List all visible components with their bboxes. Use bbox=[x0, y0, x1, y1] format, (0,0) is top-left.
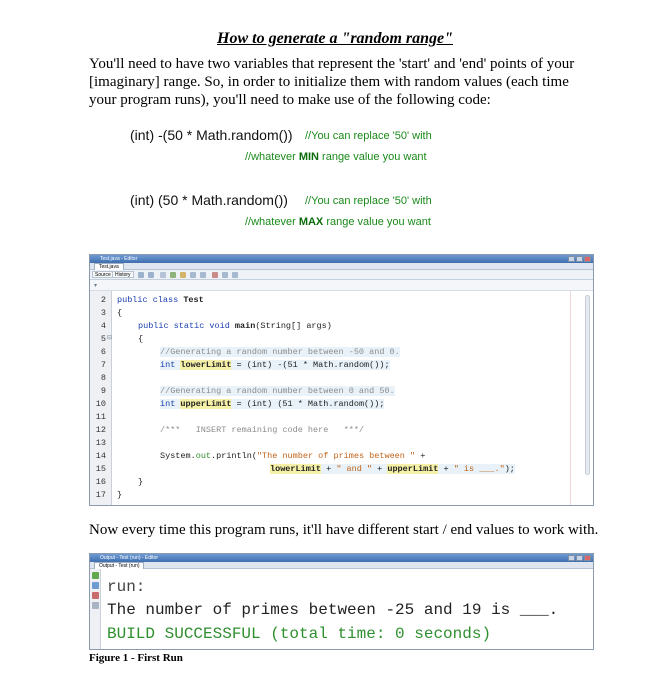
code-line-16: } bbox=[138, 477, 144, 487]
code-line-15: lowerLimit + " and " + upperLimit + " is ___."); bbox=[270, 464, 515, 474]
line-number: 10 bbox=[95, 399, 106, 409]
output-window bbox=[89, 553, 594, 650]
source-tab[interactable]: Source bbox=[92, 271, 114, 278]
intro-paragraph: You'll need to have two variables that represent the 'start' and 'end' points of your [imaginary] range. So, in order to initialize them with random values (each time your program runs), you'll need to make use of the following code: bbox=[89, 56, 575, 108]
tab-test-java[interactable]: Test.java bbox=[94, 263, 124, 270]
rerun-options-icon[interactable] bbox=[92, 582, 99, 589]
forward-icon[interactable] bbox=[148, 272, 154, 278]
shift-right-icon[interactable] bbox=[200, 272, 206, 278]
editor-toolbar bbox=[90, 270, 593, 280]
line-number: 5 bbox=[100, 334, 106, 344]
bookmark-icon[interactable] bbox=[170, 272, 176, 278]
line-number: 11 bbox=[95, 412, 106, 422]
output-settings-icon[interactable] bbox=[92, 602, 99, 609]
max-keyword: MAX bbox=[298, 216, 324, 228]
right-margin-line bbox=[570, 291, 571, 506]
output-tab-strip bbox=[90, 562, 593, 569]
line-number: 9 bbox=[100, 386, 106, 396]
history-tab[interactable]: History bbox=[112, 271, 134, 278]
output-window-controls bbox=[568, 555, 591, 561]
max-snippet-code: (int) (50 * Math.random()) bbox=[130, 192, 288, 208]
shift-left-icon[interactable] bbox=[190, 272, 196, 278]
line-number: 8 bbox=[100, 373, 106, 383]
after-figure-text: Now every time this program runs, it'll have different start / end values to work with. bbox=[89, 522, 599, 538]
fold-toggle-icon[interactable]: ⊟ bbox=[107, 335, 113, 341]
editor-navigation-bar bbox=[90, 280, 593, 291]
editor-window-title: Test.java - Editor bbox=[100, 256, 138, 262]
console-output-line: The number of primes between -25 and 19 is ___. bbox=[107, 601, 559, 619]
line-number: 3 bbox=[100, 308, 106, 318]
editor-tab-strip bbox=[90, 263, 593, 270]
max-snippet-comment-line2: //whatever MAX range value you want bbox=[245, 216, 431, 228]
line-number: 12 bbox=[95, 425, 106, 435]
output-window-title: Output - Test (run) - Editor bbox=[100, 555, 158, 561]
line-number: 14 bbox=[95, 451, 106, 461]
code-line-6-comment: //Generating a random number between -50 and 0. bbox=[160, 347, 400, 357]
editor-vertical-scrollbar[interactable] bbox=[585, 295, 590, 475]
find-icon[interactable] bbox=[160, 272, 166, 278]
toggle-highlight-icon[interactable] bbox=[180, 272, 186, 278]
min-keyword: MIN bbox=[298, 151, 319, 163]
console-run-line: run: bbox=[107, 578, 146, 596]
upperlimit-variable: upperLimit bbox=[180, 399, 232, 409]
line-number: 13 bbox=[95, 438, 106, 448]
minimize-button[interactable] bbox=[568, 256, 575, 262]
line-number: 17 bbox=[95, 490, 106, 500]
uncomment-icon[interactable] bbox=[232, 272, 238, 278]
code-line-9-comment: //Generating a random number between 0 and 50. bbox=[160, 386, 395, 396]
code-line-2: public class Test bbox=[117, 295, 204, 305]
output-titlebar bbox=[90, 554, 593, 562]
code-line-5: { bbox=[138, 334, 144, 344]
line-number: 4 bbox=[100, 321, 106, 331]
line-number: 7 bbox=[100, 360, 106, 370]
ide-editor-window bbox=[89, 254, 594, 506]
tab-output-test-run[interactable]: Output - Test (run) bbox=[94, 562, 144, 569]
editor-titlebar bbox=[90, 255, 593, 263]
code-line-3: { bbox=[117, 308, 123, 318]
maximize-button[interactable] bbox=[576, 256, 583, 262]
output-action-gutter bbox=[90, 569, 101, 650]
lowerlimit-variable: lowerLimit bbox=[180, 360, 232, 370]
navigation-chevron-icon[interactable]: ▾ bbox=[94, 283, 98, 289]
stop-icon[interactable] bbox=[92, 592, 99, 599]
line-number: 16 bbox=[95, 477, 106, 487]
code-line-17: } bbox=[117, 490, 123, 500]
min-snippet-comment-line2: //whatever MIN range value you want bbox=[245, 151, 427, 163]
rerun-icon[interactable] bbox=[92, 572, 99, 579]
line-number: 6 bbox=[100, 347, 106, 357]
code-line-7: int lowerLimit = (int) -(51 * Math.random()); bbox=[160, 360, 390, 370]
max-snippet-comment-line1: //You can replace '50' with bbox=[305, 195, 432, 207]
back-icon[interactable] bbox=[138, 272, 144, 278]
code-line-10: int upperLimit = (int) (51 * Math.random()); bbox=[160, 399, 385, 409]
code-line-12-comment: /*** INSERT remaining code here ***/ bbox=[160, 425, 365, 435]
line-number: 2 bbox=[100, 295, 106, 305]
line-number-gutter bbox=[90, 291, 112, 506]
output-maximize-button[interactable] bbox=[576, 555, 583, 561]
output-minimize-button[interactable] bbox=[568, 555, 575, 561]
code-line-14: System.out.println("The number of primes between " + bbox=[160, 451, 426, 461]
record-macro-icon[interactable] bbox=[212, 272, 218, 278]
window-controls bbox=[568, 256, 591, 262]
line-number: 15 bbox=[95, 464, 106, 474]
figure-caption: Figure 1 - First Run bbox=[89, 652, 183, 664]
min-snippet-comment-line1: //You can replace '50' with bbox=[305, 130, 432, 142]
min-snippet-code: (int) -(50 * Math.random()) bbox=[130, 127, 293, 143]
code-line-4: public static void main(String[] args) bbox=[138, 321, 332, 331]
comment-icon[interactable] bbox=[222, 272, 228, 278]
console-build-status: BUILD SUCCESSFUL (total time: 0 seconds) bbox=[107, 625, 492, 643]
document-heading: How to generate a "random range" bbox=[217, 30, 453, 47]
output-close-button[interactable] bbox=[584, 555, 591, 561]
close-button[interactable] bbox=[584, 256, 591, 262]
